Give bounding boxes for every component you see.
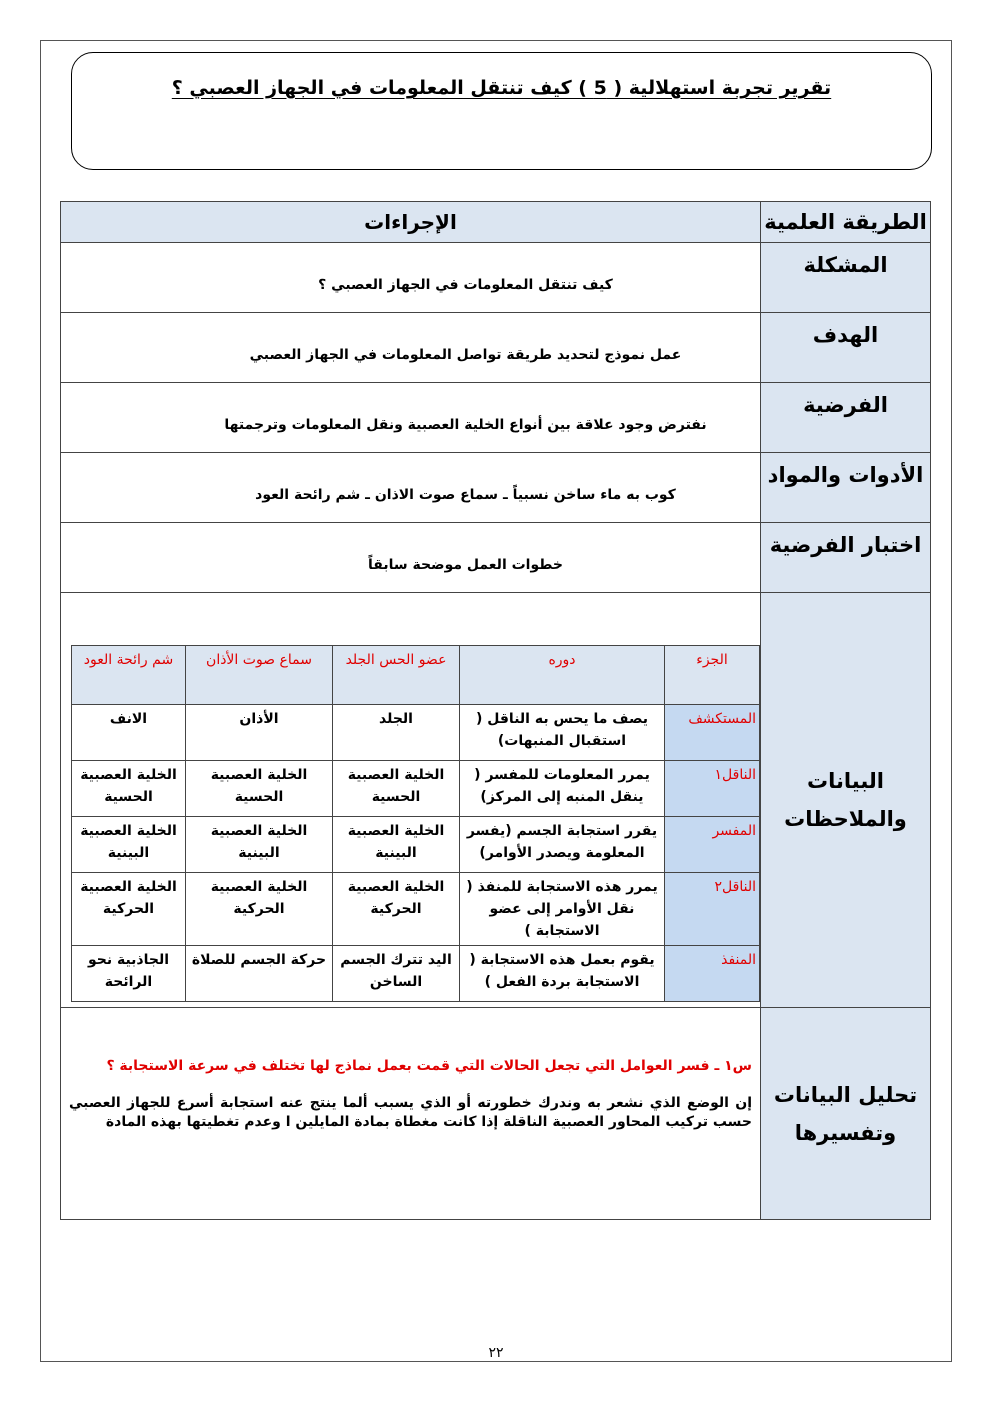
smell-cell: الجاذبية نحو الرائحة <box>72 946 186 1002</box>
problem-label: المشكلة <box>803 253 888 277</box>
col-smell: شم رائحة العود <box>72 646 186 705</box>
col-role: دوره <box>460 646 665 705</box>
analysis-label-1: تحليل البيانات <box>773 1082 918 1107</box>
hearing-cell: الخلية العصبية الحسية <box>186 761 333 817</box>
smell-cell: الخلية العصبية الحركية <box>72 873 186 946</box>
observations-header <box>72 646 760 705</box>
part-cell: الناقل١ <box>665 761 760 817</box>
smell-cell: الخلية العصبية البينية <box>72 817 186 873</box>
observations-table <box>71 645 760 1002</box>
analysis-row <box>61 1008 931 1220</box>
analysis-label-2: وتفسيرها <box>794 1120 897 1145</box>
tools-row <box>61 453 931 523</box>
table-row <box>72 873 760 946</box>
part-cell: الناقل٢ <box>665 873 760 946</box>
col-skin: عضو الحس الجلد <box>333 646 460 705</box>
test-text: خطوات العمل موضحة سابقاً <box>367 557 563 573</box>
procedures-label: الإجراءات <box>61 202 761 243</box>
goal-label: الهدف <box>812 323 879 347</box>
test-row <box>61 523 931 593</box>
part-cell: المستكشف <box>665 705 760 761</box>
analysis-question: س١ ـ فسر العوامل التي تجعل الحالات التي قمت بعمل نماذج لها تختلف في سرعة الاستجابة ؟ <box>106 1058 752 1074</box>
hearing-cell: الأذان <box>186 705 333 761</box>
report-title: تقرير تجربة استهلالية ( 5 ) كيف تنتقل المعلومات في الجهاز العصبي ؟ <box>171 77 832 99</box>
skin-cell: الخلية العصبية الحركية <box>333 873 460 946</box>
table-row <box>72 761 760 817</box>
part-cell: المفسر <box>665 817 760 873</box>
col-part: الجزء <box>665 646 760 705</box>
hypothesis-row <box>61 383 931 453</box>
role-cell: يمرر المعلومات للمفسر ( ينقل المنبه إلى المركز) <box>460 761 665 817</box>
data-label-2: والملاحظات <box>784 807 907 831</box>
hearing-cell: حركة الجسم للصلاة <box>186 946 333 1002</box>
scientific-method-table <box>60 201 931 1220</box>
data-row <box>61 593 931 1008</box>
role-cell: يمرر هذه الاستجابة للمنفذ ( نقل الأوامر إلى عضو الاستجابة ) <box>460 873 665 946</box>
skin-cell: الخلية العصبية الحسية <box>333 761 460 817</box>
method-label: الطريقة العلمية <box>761 202 931 243</box>
skin-cell: الجلد <box>333 705 460 761</box>
analysis-answer: إن الوضع الذي نشعر به وندرك خطورته أو الذي يسبب ألما ينتج عنه استجابة أسرع للجهاز العصبي حسب تركيب المحاور العصبية الناقلة إذا كانت مغطاة بمادة المايلين ا وعدم تغطيتها بهذه المادة <box>69 1095 752 1130</box>
table-row <box>72 705 760 761</box>
test-label: اختبار الفرضية <box>769 533 922 557</box>
role-cell: يقرر استجابة الجسم (يفسر المعلومة ويصدر الأوامر) <box>460 817 665 873</box>
table-row <box>72 946 760 1002</box>
problem-row <box>61 243 931 313</box>
smell-cell: الانف <box>72 705 186 761</box>
hearing-cell: الخلية العصبية الحركية <box>186 873 333 946</box>
tools-label: الأدوات والمواد <box>767 463 924 487</box>
data-label-1: البيانات <box>807 769 884 793</box>
page-number: ٢٢ <box>488 1345 504 1361</box>
problem-text: كيف تنتقل المعلومات في الجهاز العصبي ؟ <box>318 277 613 293</box>
hypothesis-label: الفرضية <box>803 393 888 417</box>
col-hearing: سماع صوت الأذان <box>186 646 333 705</box>
smell-cell: الخلية العصبية الحسية <box>72 761 186 817</box>
part-cell: المنفذ <box>665 946 760 1002</box>
header-row <box>61 202 931 243</box>
role-cell: يصف ما يحس به الناقل ( استقبال المنبهات) <box>460 705 665 761</box>
goal-row <box>61 313 931 383</box>
title-box <box>71 52 932 170</box>
skin-cell: اليد تترك الجسم الساخن <box>333 946 460 1002</box>
goal-text: عمل نموذج لتحديد طريقة تواصل المعلومات في الجهاز العصبي <box>249 347 682 363</box>
skin-cell: الخلية العصبية البينية <box>333 817 460 873</box>
hypothesis-text: نفترض وجود علاقة بين أنواع الخلية العصبية ونقل المعلومات وترجمتها <box>224 417 707 433</box>
role-cell: يقوم بعمل هذه الاستجابة ( الاستجابة بردة الفعل ) <box>460 946 665 1002</box>
hearing-cell: الخلية العصبية البينية <box>186 817 333 873</box>
tools-text: كوب به ماء ساخن نسبياً ـ سماع صوت الاذان ـ شم رائحة العود <box>255 487 676 503</box>
table-row <box>72 817 760 873</box>
